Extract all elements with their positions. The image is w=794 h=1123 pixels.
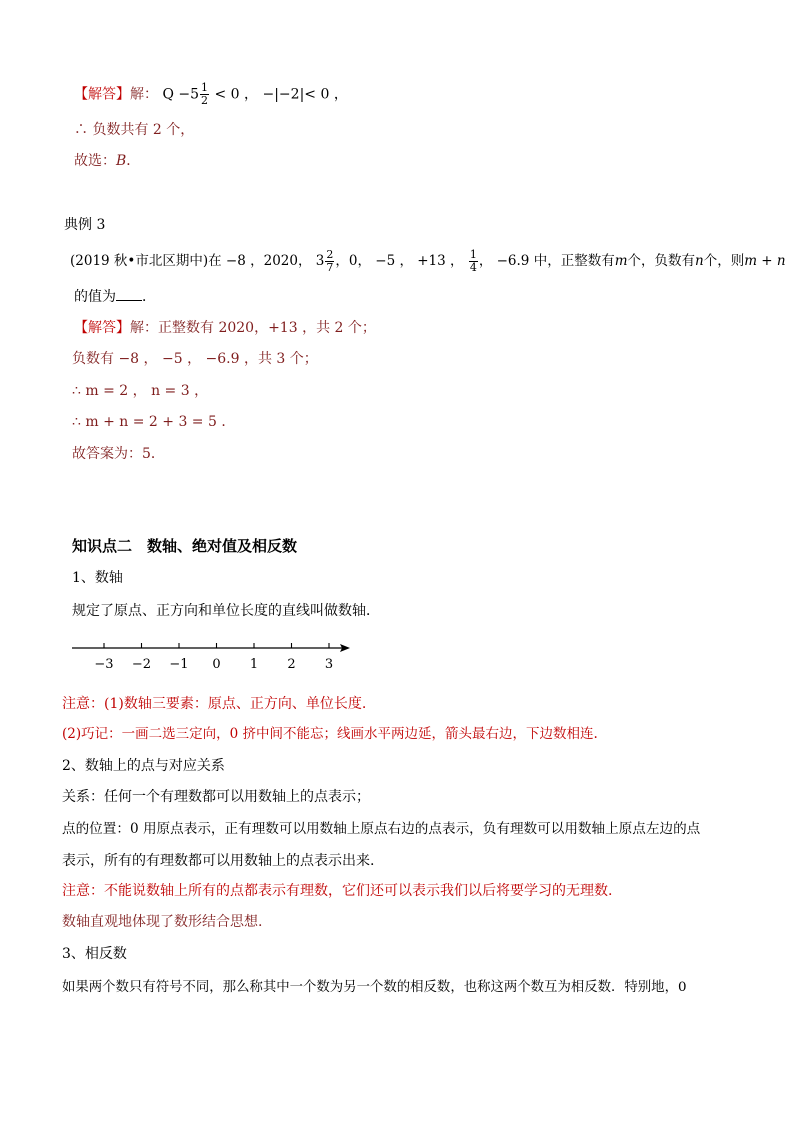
expr-compare-2: −|−2|< 0 ， [262,86,348,103]
mixed-fraction: $\frac{2}{7}$ [326,248,334,274]
var-n: n [695,253,704,269]
tick-label: 3 [324,657,334,672]
question-part-e: 个，则 [703,253,745,269]
answer-label: 故选： [74,153,116,169]
solution-2-line-4: ∴ m + n = 2 + 3 = 5 ． [72,414,236,430]
solution-2-line-2: 负数有 −8 ， −5 ， −6.9 ，共 3 个； [72,351,318,367]
solution-2-line-1 [74,318,376,338]
var-m: m [614,253,628,269]
subsection-3-title: 3、相反数 [62,946,127,962]
question-part-a: (2019 秋•市北区期中)在 −8 ，2020， 3 [70,253,325,269]
relation-text: 关系：任何一个有理数都可以用数轴上的点表示； [62,789,370,805]
tick-label: 1 [249,657,259,672]
question-part-g: ． [142,289,156,305]
question-part-f: 的值为 [74,289,116,305]
answer-choice: B [116,153,127,169]
example-3-question-line-2 [74,287,156,307]
expr-compare-1: < 0 ， [214,86,259,103]
number-line-diagram [66,632,356,676]
expr-m-plus-n: m + n [744,253,786,269]
solution-2-line-5: 故答案为：5． [72,446,165,462]
solution-2-line-3: ∴ m = 2 ， n = 3 ， [72,383,209,399]
example-3-title: 典例 3 [64,217,106,233]
position-text-2: 表示，所有的有理数都可以用数轴上的点表示出来. [62,853,375,869]
answer-blank [116,288,142,301]
opposite-number-definition: 如果两个数只有符号不同，那么称其中一个数为另一个数的相反数，也称这两个数互为相反数．特别地，0 [62,980,687,995]
fraction-one-half: $\frac{1}{2}$ [201,81,209,107]
solution-1-line-1 [74,82,348,107]
note-3: 注意：不能说数轴上所有的点都表示有理数，它们还可以表示我们以后将要学习的无理数. [62,883,613,899]
fraction-one-quarter: $\frac{1}{4}$ [469,248,477,274]
because-symbol: Q [162,86,174,103]
number-line-definition: 规定了原点、正方向和单位长度的直线叫做数轴． [72,603,380,619]
example-3-question-line-1 [70,249,786,274]
subsection-1-title: 1、数轴 [72,570,123,586]
section-heading: 知识点二 数轴、绝对值及相反数 [72,537,298,555]
solution-1-line-3 [74,151,140,171]
solution-2-text-1: 解：正整数有 2020，+13 ，共 2 个； [130,320,376,336]
tick-label: −3 [94,657,114,672]
question-part-d: 个，负数有 [627,253,696,269]
question-part-b: ，0， −5 ， +13 ， [335,253,464,269]
note-2: (2)巧记：一画二选三定向，0 挤中间不能忘；线画水平两边延，箭头最右边，下边数相连. [62,726,598,742]
question-part-c: ， −6.9 中，正整数有 [478,253,615,269]
tick-label: −2 [131,657,152,672]
expr-neg5: −5 [178,86,200,103]
solution-1-line-2: ∴ 负数共有 2 个， [74,122,195,138]
answer-period: ． [126,153,141,169]
tick-label: 0 [212,657,221,672]
subsection-2-title: 2、数轴上的点与对应关系 [62,758,225,774]
tick-label: 2 [287,657,296,672]
answer-tag: 【解答】 [74,86,130,103]
tick-label: −1 [169,657,189,672]
answer-lead: 解： [130,86,158,103]
idea-text: 数轴直观地体现了数形结合思想. [62,914,263,930]
note-1: 注意：(1)数轴三要素：原点、正方向、单位长度. [62,696,367,712]
answer-tag: 【解答】 [74,320,130,336]
position-text-1: 点的位置：0 用原点表示，正有理数可以用数轴上原点右边的点表示，负有理数可以用数轴上原点左边的点 [62,821,701,837]
